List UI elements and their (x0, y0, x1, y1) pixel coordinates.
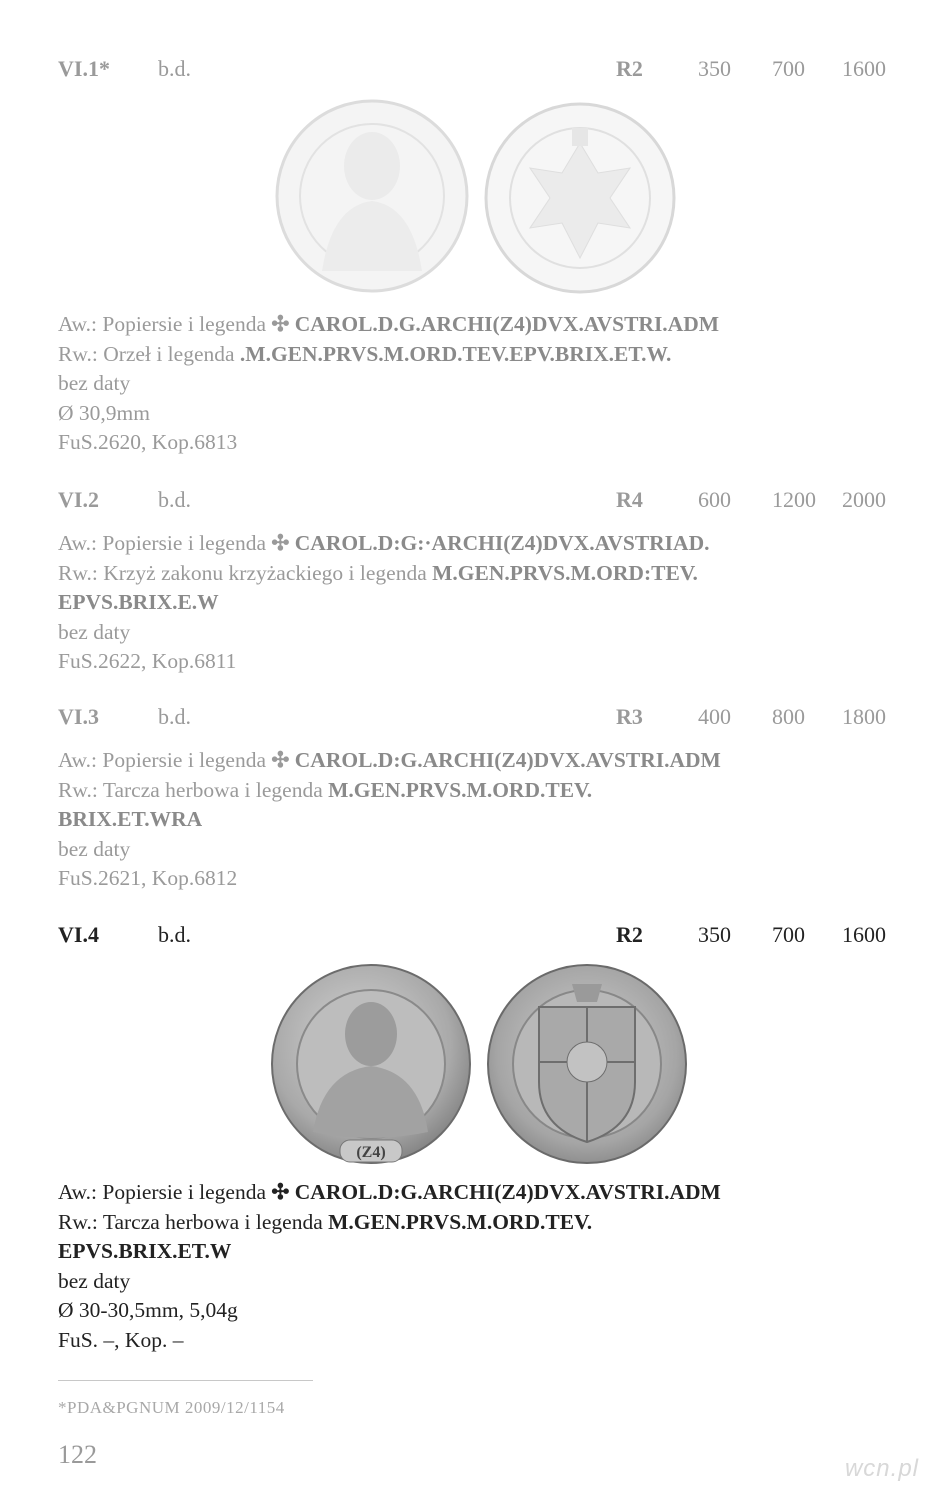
entry-id: VI.1* (58, 56, 110, 81)
coin-obverse-image (268, 962, 474, 1167)
reverse-text: Tarcza herbowa i legenda (102, 1209, 323, 1234)
coin-reverse-image (480, 98, 680, 298)
cross-icon: ✣ (271, 312, 290, 336)
obverse-legend: CAROL.D.G.ARCHI(Z4)DVX.AVSTRI.ADM (294, 312, 720, 336)
entry-header (58, 704, 898, 736)
reverse-text: Orzeł i legenda (103, 341, 235, 366)
catalog-entry-vi4-description (58, 1178, 898, 1355)
price-3: 2000 (842, 487, 886, 512)
price-2: 700 (772, 56, 805, 81)
reverse-legend-continued (58, 588, 898, 618)
obverse-line (58, 529, 898, 559)
obverse-text: Popiersie i legenda (102, 748, 267, 772)
obverse-line (58, 1178, 898, 1208)
diameter: Ø 30,9mm (58, 400, 150, 425)
price-1: 400 (698, 704, 731, 729)
obverse-text: Popiersie i legenda (102, 531, 267, 555)
obverse-label: Aw.: (58, 312, 98, 336)
coin-z4-mark: (Z4) (356, 1144, 386, 1161)
reverse-label: Rw.: (58, 1209, 98, 1234)
entry-id: VI.3 (58, 704, 99, 729)
obverse-legend: CAROL.D:G.ARCHI(Z4)DVX.AVSTRI.ADM (294, 1180, 721, 1204)
date-note: bez daty (58, 1268, 131, 1293)
references: FuS.2621, Kop.6812 (58, 866, 238, 890)
date-note: bez daty (58, 836, 131, 861)
obverse-legend: CAROL.D:G:·ARCHI(Z4)DVX.AVSTRIAD. (294, 531, 710, 555)
price-3: 1800 (842, 704, 886, 729)
references: FuS.2620, Kop.6813 (58, 430, 238, 454)
entry-date: b.d. (158, 704, 191, 729)
footnote-divider (58, 1380, 313, 1381)
rarity-grade: R2 (616, 56, 643, 81)
catalog-entry-vi1 (58, 56, 898, 88)
reverse-text: Krzyż zakonu krzyżackiego i legenda (103, 560, 427, 585)
reverse-label: Rw.: (58, 341, 98, 366)
rarity-grade: R4 (616, 487, 643, 512)
rarity-grade: R3 (616, 704, 643, 729)
entry-header (58, 922, 898, 954)
entry-date: b.d. (158, 56, 191, 81)
entry-id: VI.4 (58, 922, 99, 947)
obverse-line (58, 310, 898, 340)
reverse-legend: M.GEN.PRVS.M.ORD:TEV. (432, 560, 698, 585)
entry-date: b.d. (158, 922, 191, 947)
coin-reverse-image (484, 962, 690, 1167)
catalog-entry-vi4 (58, 922, 898, 954)
coin-images-vi1 (272, 96, 692, 296)
coin-obverse-image (272, 96, 472, 296)
page-number: 122 (58, 1440, 97, 1469)
obverse-legend: CAROL.D:G.ARCHI(Z4)DVX.AVSTRI.ADM (294, 748, 721, 772)
entry-header (58, 56, 898, 88)
price-2: 700 (772, 922, 805, 947)
reverse-line (58, 340, 898, 370)
watermark: wcn.pl (844, 1455, 919, 1482)
reverse-legend: M.GEN.PRVS.M.ORD.TEV. (328, 777, 593, 802)
reverse-legend-cont: EPVS.BRIX.ET.W (58, 1239, 232, 1263)
obverse-label: Aw.: (58, 1180, 98, 1204)
reverse-legend: M.GEN.PRVS.M.ORD.TEV. (328, 1209, 593, 1234)
price-3: 1600 (842, 922, 886, 947)
obverse-label: Aw.: (58, 748, 98, 772)
reverse-text: Tarcza herbowa i legenda (102, 777, 323, 802)
reverse-line (58, 776, 898, 806)
reverse-line (58, 1208, 898, 1238)
reverse-legend: .M.GEN.PRVS.M.ORD.TEV.EPV.BRIX.ET.W. (239, 341, 672, 366)
reverse-legend-continued (58, 805, 898, 835)
price-2: 1200 (772, 487, 816, 512)
cross-icon: ✣ (271, 1180, 290, 1204)
coin-images-vi4 (268, 962, 692, 1167)
obverse-label: Aw.: (58, 531, 98, 555)
date-note: bez daty (58, 619, 131, 644)
catalog-entry-vi3 (58, 704, 898, 894)
footnote: *PDA&PGNUM 2009/12/1154 (58, 1398, 285, 1417)
reverse-legend-cont: EPVS.BRIX.E.W (58, 590, 219, 614)
obverse-line (58, 746, 898, 776)
reverse-label: Rw.: (58, 777, 98, 802)
date-note: bez daty (58, 371, 131, 395)
price-3: 1600 (842, 56, 886, 81)
rarity-grade: R2 (616, 922, 643, 947)
entry-id: VI.2 (58, 487, 99, 512)
price-2: 800 (772, 704, 805, 729)
references: FuS. –, Kop. – (58, 1327, 184, 1352)
price-1: 350 (698, 922, 731, 947)
entry-date: b.d. (158, 487, 191, 512)
obverse-text: Popiersie i legenda (102, 312, 267, 336)
cross-icon: ✣ (271, 748, 290, 772)
entry-header (58, 487, 898, 519)
reverse-legend-cont: BRIX.ET.WRA (58, 807, 203, 831)
catalog-entry-vi2 (58, 487, 898, 677)
reverse-legend-continued (58, 1237, 898, 1267)
price-1: 350 (698, 56, 731, 81)
diameter: Ø 30-30,5mm, 5,04g (58, 1298, 238, 1322)
reverse-label: Rw.: (58, 560, 98, 585)
price-1: 600 (698, 487, 731, 512)
catalog-entry-vi1-description (58, 310, 898, 458)
references: FuS.2622, Kop.6811 (58, 649, 237, 673)
reverse-line (58, 559, 898, 589)
obverse-text: Popiersie i legenda (102, 1180, 267, 1204)
cross-icon: ✣ (271, 531, 290, 555)
